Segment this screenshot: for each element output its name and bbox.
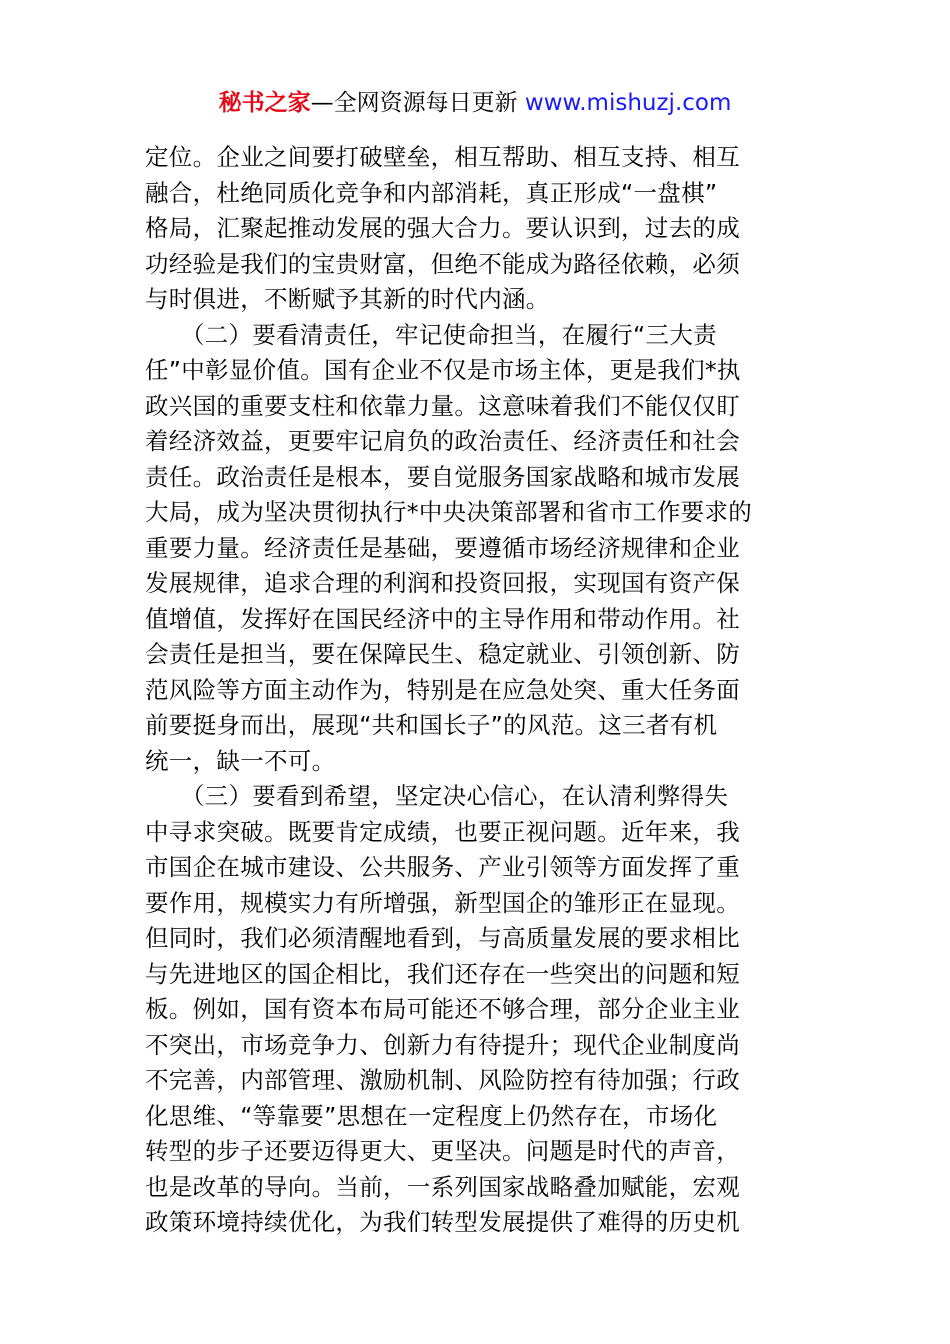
site-name: 秘书之家 <box>218 90 311 116</box>
text-line: 但同时，我们必须清醒地看到，与高质量发展的要求相比 <box>145 924 740 952</box>
site-url-link[interactable]: www.mishuzj.com <box>524 90 732 116</box>
text-line: 化思维、“等靠要”思想在一定程度上仍然存在，市场化 <box>145 1101 718 1130</box>
text-line: 重要力量。经济责任是基础，要遵循市场经济规律和企业 <box>145 533 740 562</box>
text-line: 中寻求突破。既要肯定成绩，也要正视问题。近年来，我 <box>145 817 740 846</box>
text-line: 融合，杜绝同质化竞争和内部消耗，真正形成“一盘棋” <box>145 178 718 207</box>
text-line: 定位。企业之间要打破壁垒，相互帮助、相互支持、相互 <box>145 143 740 171</box>
text-line: 前要挺身而出，展现“共和国长子”的风范。这三者有机 <box>145 711 718 739</box>
document-body <box>145 140 815 1241</box>
text-line: 值增值，发挥好在国民经济中的主导作用和带动作用。社 <box>145 604 740 633</box>
text-line: 政兴国的重要支柱和依靠力量。这意味着我们不能仅仅盯 <box>145 391 740 420</box>
text-line: 任”中彰显价值。国有企业不仅是市场主体，更是我们*执 <box>145 356 741 384</box>
text-line: 范风险等方面主动作为，特别是在应急处突、重大任务面 <box>145 675 740 704</box>
text-line: 转型的步子还要迈得更大、更坚决。问题是时代的声音， <box>145 1137 740 1165</box>
text-line: 大局，成为坚决贯彻执行*中央决策部署和省市工作要求的 <box>145 498 753 526</box>
text-line: 会责任是担当，要在保障民生、稳定就业、引领创新、防 <box>145 640 740 668</box>
text-line: 责任。政治责任是根本，要自觉服务国家战略和城市发展 <box>145 462 740 491</box>
site-tagline: —全网资源每日更新 <box>310 90 525 116</box>
text-line: 功经验是我们的宝贵财富，但绝不能成为路径依赖，必须 <box>145 249 740 278</box>
site-header <box>0 88 950 118</box>
text-line: 与时俱进，不断赋予其新的时代内涵。 <box>145 285 550 313</box>
text-line: 政策环境持续优化，为我们转型发展提供了难得的历史机 <box>145 1208 740 1236</box>
text-line: 与先进地区的国企相比，我们还存在一些突出的问题和短 <box>145 959 740 988</box>
text-line: （三）要看到希望，坚定决心信心，在认清利弊得失 <box>145 782 729 810</box>
text-line: 发展规律，追求合理的利润和投资回报，实现国有资产保 <box>145 569 740 597</box>
text-line: 要作用，规模实力有所增强，新型国企的雏形正在显现。 <box>145 888 740 917</box>
text-line: 板。例如，国有资本布局可能还不够合理，部分企业主业 <box>145 995 740 1023</box>
text-line: 市国企在城市建设、公共服务、产业引领等方面发挥了重 <box>145 853 740 881</box>
text-line: 也是改革的导向。当前，一系列国家战略叠加赋能，宏观 <box>145 1172 740 1201</box>
text-line: 统一，缺一不可。 <box>145 746 336 775</box>
text-line: 不突出，市场竞争力、创新力有待提升；现代企业制度尚 <box>145 1030 740 1059</box>
text-line: 格局，汇聚起推动发展的强大合力。要认识到，过去的成 <box>145 214 740 242</box>
text-line: 不完善，内部管理、激励机制、风险防控有待加强；行政 <box>145 1066 740 1094</box>
text-line: （二）要看清责任，牢记使命担当，在履行“三大责 <box>145 320 717 349</box>
text-line: 着经济效益，更要牢记肩负的政治责任、经济责任和社会 <box>145 427 740 455</box>
